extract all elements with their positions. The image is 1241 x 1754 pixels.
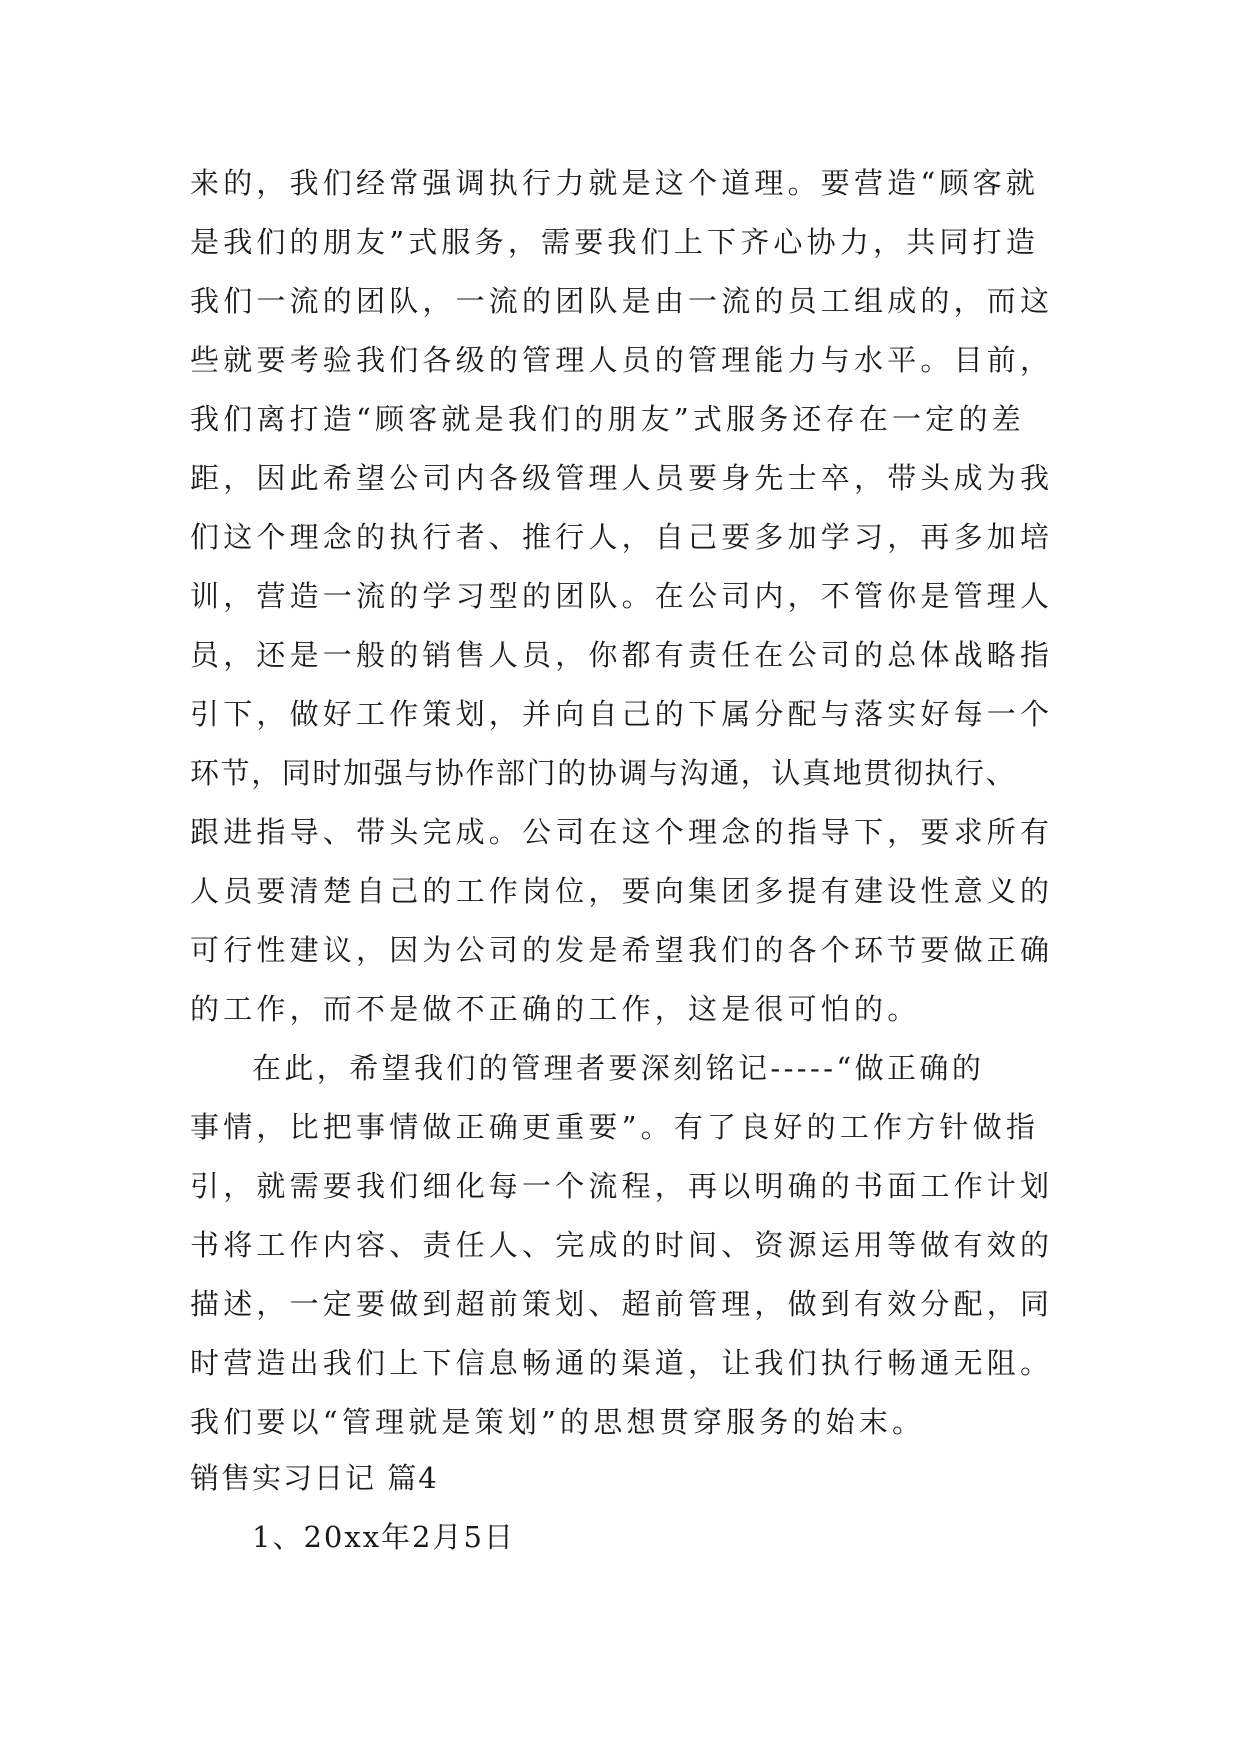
paragraph-1-line-1: 来的，我们经常强调执行力就是这个道理。要营造“顾客就 [190, 166, 1040, 200]
paragraph-1-line-8: 训，营造一流的学习型的团队。在公司内，不管你是管理人 [190, 579, 1054, 613]
paragraph-2-line-1: 在此，希望我们的管理者要深刻铭记-----“做正确的 [252, 1051, 985, 1085]
paragraph-1-line-5: 我们离打造“顾客就是我们的朋友”式服务还存在一定的差 [190, 402, 1025, 436]
paragraph-1-line-3: 我们一流的团队，一流的团队是由一流的员工组成的，而这 [190, 284, 1054, 318]
paragraph-1-line-4: 些就要考验我们各级的管理人员的管理能力与水平。目前， [190, 343, 1054, 377]
section-heading: 销售实习日记 篇4 [190, 1461, 439, 1495]
paragraph-2-line-4: 书将工作内容、责任人、完成的时间、资源运用等做有效的 [190, 1228, 1054, 1262]
paragraph-1-line-14: 可行性建议，因为公司的发是希望我们的各个环节要做正确 [190, 933, 1054, 967]
paragraph-1-line-12: 跟进指导、带头完成。公司在这个理念的指导下，要求所有 [190, 815, 1054, 849]
paragraph-1-line-13: 人员要清楚自己的工作岗位，要向集团多提有建设性意义的 [190, 874, 1054, 908]
paragraph-2-line-5: 描述，一定要做到超前策划、超前管理，做到有效分配，同 [190, 1287, 1054, 1321]
paragraph-1-line-10: 引下，做好工作策划，并向自己的下属分配与落实好每一个 [190, 697, 1054, 731]
paragraph-1-line-6: 距，因此希望公司内各级管理人员要身先士卒，带头成为我 [190, 461, 1054, 495]
paragraph-2-line-3: 引，就需要我们细化每一个流程，再以明确的书面工作计划 [190, 1169, 1054, 1203]
paragraph-1-line-15: 的工作，而不是做不正确的工作，这是很可怕的。 [190, 992, 921, 1026]
paragraph-1-line-2: 是我们的朋友”式服务，需要我们上下齐心协力，共同打造 [190, 225, 1040, 259]
paragraph-1-line-9: 员，还是一般的销售人员，你都有责任在公司的总体战略指 [190, 638, 1054, 672]
paragraph-2-line-7: 我们要以“管理就是策划”的思想贯穿服务的始末。 [190, 1405, 926, 1439]
entry-date: 1、20xx年2月5日 [252, 1520, 515, 1554]
paragraph-2-line-2: 事情，比把事情做正确更重要”。有了良好的工作方针做指 [190, 1110, 1040, 1144]
paragraph-2-line-6: 时营造出我们上下信息畅通的渠道，让我们执行畅通无阻。 [190, 1346, 1054, 1380]
paragraph-1-line-7: 们这个理念的执行者、推行人，自己要多加学习，再多加培 [190, 520, 1054, 554]
paragraph-1-line-11: 环节，同时加强与协作部门的协调与沟通，认真地贯彻执行、 [190, 756, 1017, 790]
